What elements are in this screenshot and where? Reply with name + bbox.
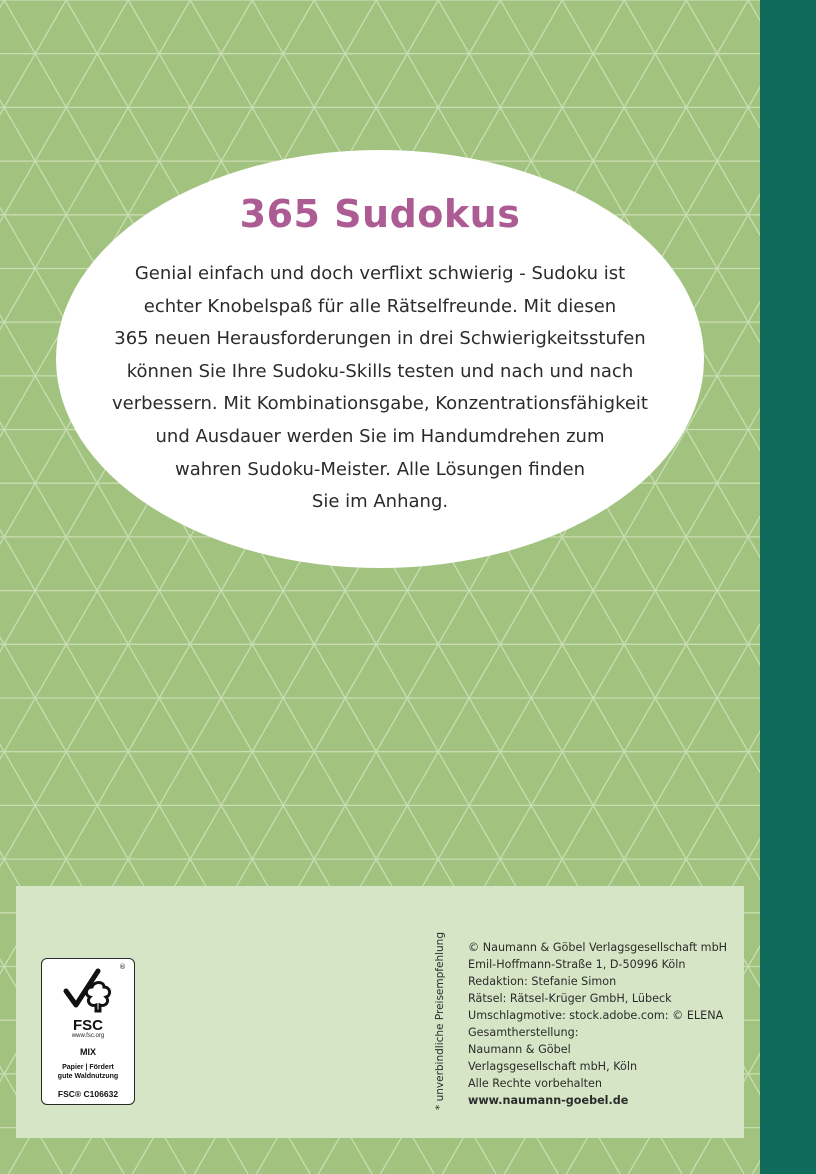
description-line: wahren Sudoku-Meister. Alle Lösungen finden <box>174 458 586 480</box>
imprint-line: Naumann & Göbel <box>468 1043 571 1056</box>
imprint-line: Emil-Hoffmann-Straße 1, D-50996 Köln <box>468 958 686 971</box>
description-line: Genial einfach und doch verflixt schwierig - Sudoku ist <box>134 263 626 284</box>
description-line: und Ausdauer werden Sie im Handumdrehen zum <box>155 425 605 447</box>
imprint-line: Gesamtherstellung: <box>468 1026 579 1039</box>
book-spine <box>760 0 816 1174</box>
imprint-line: Umschlagmotive: stock.adobe.com: © ELENA <box>468 1009 724 1022</box>
fsc-registered-mark: ® <box>119 963 126 971</box>
description-line: verbessern. Mit Kombinationsgabe, Konzentrationsfähigkeit <box>111 393 648 415</box>
publisher-website[interactable]: www.naumann-goebel.de <box>468 1094 629 1107</box>
fsc-paper-text <box>42 1063 134 1081</box>
imprint-line: © Naumann & Göbel Verlagsgesellschaft mbH <box>468 941 728 954</box>
book-description <box>90 258 670 519</box>
description-line: Sie im Anhang. <box>311 491 449 513</box>
description-line: können Sie Ihre Sudoku-Skills testen und nach und nach <box>126 360 634 382</box>
fsc-certification-label <box>41 958 135 1105</box>
fsc-paper-line: gute Waldnutzung <box>57 1073 119 1080</box>
book-title: 365 Sudokus <box>239 192 521 236</box>
imprint-line: Alle Rechte vorbehalten <box>468 1077 602 1090</box>
description-line: 365 neuen Herausforderungen in drei Schwierigkeitsstufen <box>114 328 646 350</box>
price-recommendation-note: * unverbindliche Preisempfehlung <box>434 932 446 1110</box>
fsc-wordmark: FSC <box>73 1017 103 1034</box>
imprint-text <box>468 939 727 1109</box>
imprint-line: Redaktion: Stefanie Simon <box>468 975 617 988</box>
imprint-line: Verlagsgesellschaft mbH, Köln <box>468 1060 638 1073</box>
fsc-url: www.fsc.org <box>71 1033 105 1039</box>
fsc-license-code: FSC® C106632 <box>57 1089 119 1099</box>
imprint-line: Rätsel: Rätsel-Krüger GmbH, Lübeck <box>468 992 672 1005</box>
description-line: echter Knobelspaß für alle Rätselfreunde. Mit diesen <box>143 295 617 317</box>
fsc-mix-label: MIX <box>79 1047 96 1057</box>
fsc-paper-line: Papier | Fördert <box>62 1064 114 1071</box>
fsc-tree-check-icon <box>62 965 114 1015</box>
